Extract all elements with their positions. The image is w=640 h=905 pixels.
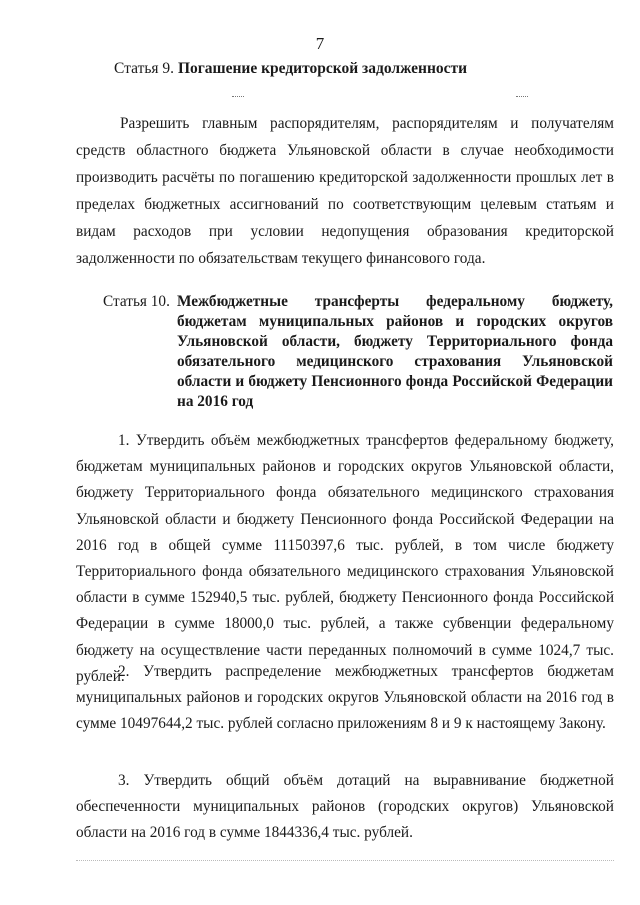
article-10-paragraph-2: 2. Утвердить распределение межбюджетных трансфертов бюджетам муниципальных районов и городских округов Ульяновской области на 2016 год в сумме 10497644,2 тыс. рублей согласно приложениям 8 и 9 к настоящему Закону. <box>76 663 614 733</box>
article-9-heading <box>114 60 467 78</box>
article-10-paragraph-3: 3. Утвердить общий объём дотаций на выравнивание бюджетной обеспеченности муниципальных районов (городских округов) Ульяновской области на 2016 год в сумме 1844336,4 тыс. рублей. <box>76 772 614 842</box>
scan-speck <box>516 96 528 100</box>
article-10-label: Статья 10. <box>103 293 170 310</box>
article-9-text: Разрешить главным распорядителям, распорядителям и получателям средств областного бюджета Ульяновской области в случае необходимости производить расчёты по погашению кредиторской задолженности прошлых лет в пределах бюджетных ассигнований по соответствующим целевым статьям и видам расходов при условии недопущения образования кредиторской задолженности по обязательствам текущего финансового года. <box>76 115 614 267</box>
article-10-heading <box>103 292 613 412</box>
page-number: 7 <box>315 34 325 53</box>
article-9-label: Статья 9. <box>114 60 175 77</box>
article-9-title: Погашение кредиторской задолженности <box>177 60 468 77</box>
article-10-paragraph-1: 1. Утвердить объём межбюджетных трансфертов федеральному бюджету, бюджетам муниципальных районов и городских округов Ульяновской области, бюджету Территориального фонда обязательного медицинского страхования Ульяновской области и бюджету Пенсионного фонда Российской Федерации на 2016 год в общей сумме 11150397,6 тыс. рублей, в том числе бюджету Территориального фонда обязательного медицинского страхования Ульяновской области в сумме 152940,5 тыс. рублей, бюджету Пенсионного фонда Российской Федерации в сумме 18000,0 тыс. рублей, а также субвенции федеральному бюджету на осуществление части переданных полномочий в сумме 1024,7 тыс. рублей. <box>76 432 614 685</box>
scan-speck <box>232 96 244 100</box>
page-bottom-divider <box>76 860 614 862</box>
article-10-title: Межбюджетные трансферты федеральному бюджету, бюджетам муниципальных районов и городских округов Ульяновской области, бюджету Территориального фонда обязательного медицинского страхования Ульяновской области и бюджету Пенсионного фонда Российской Федерации на 2016 год <box>177 293 613 410</box>
